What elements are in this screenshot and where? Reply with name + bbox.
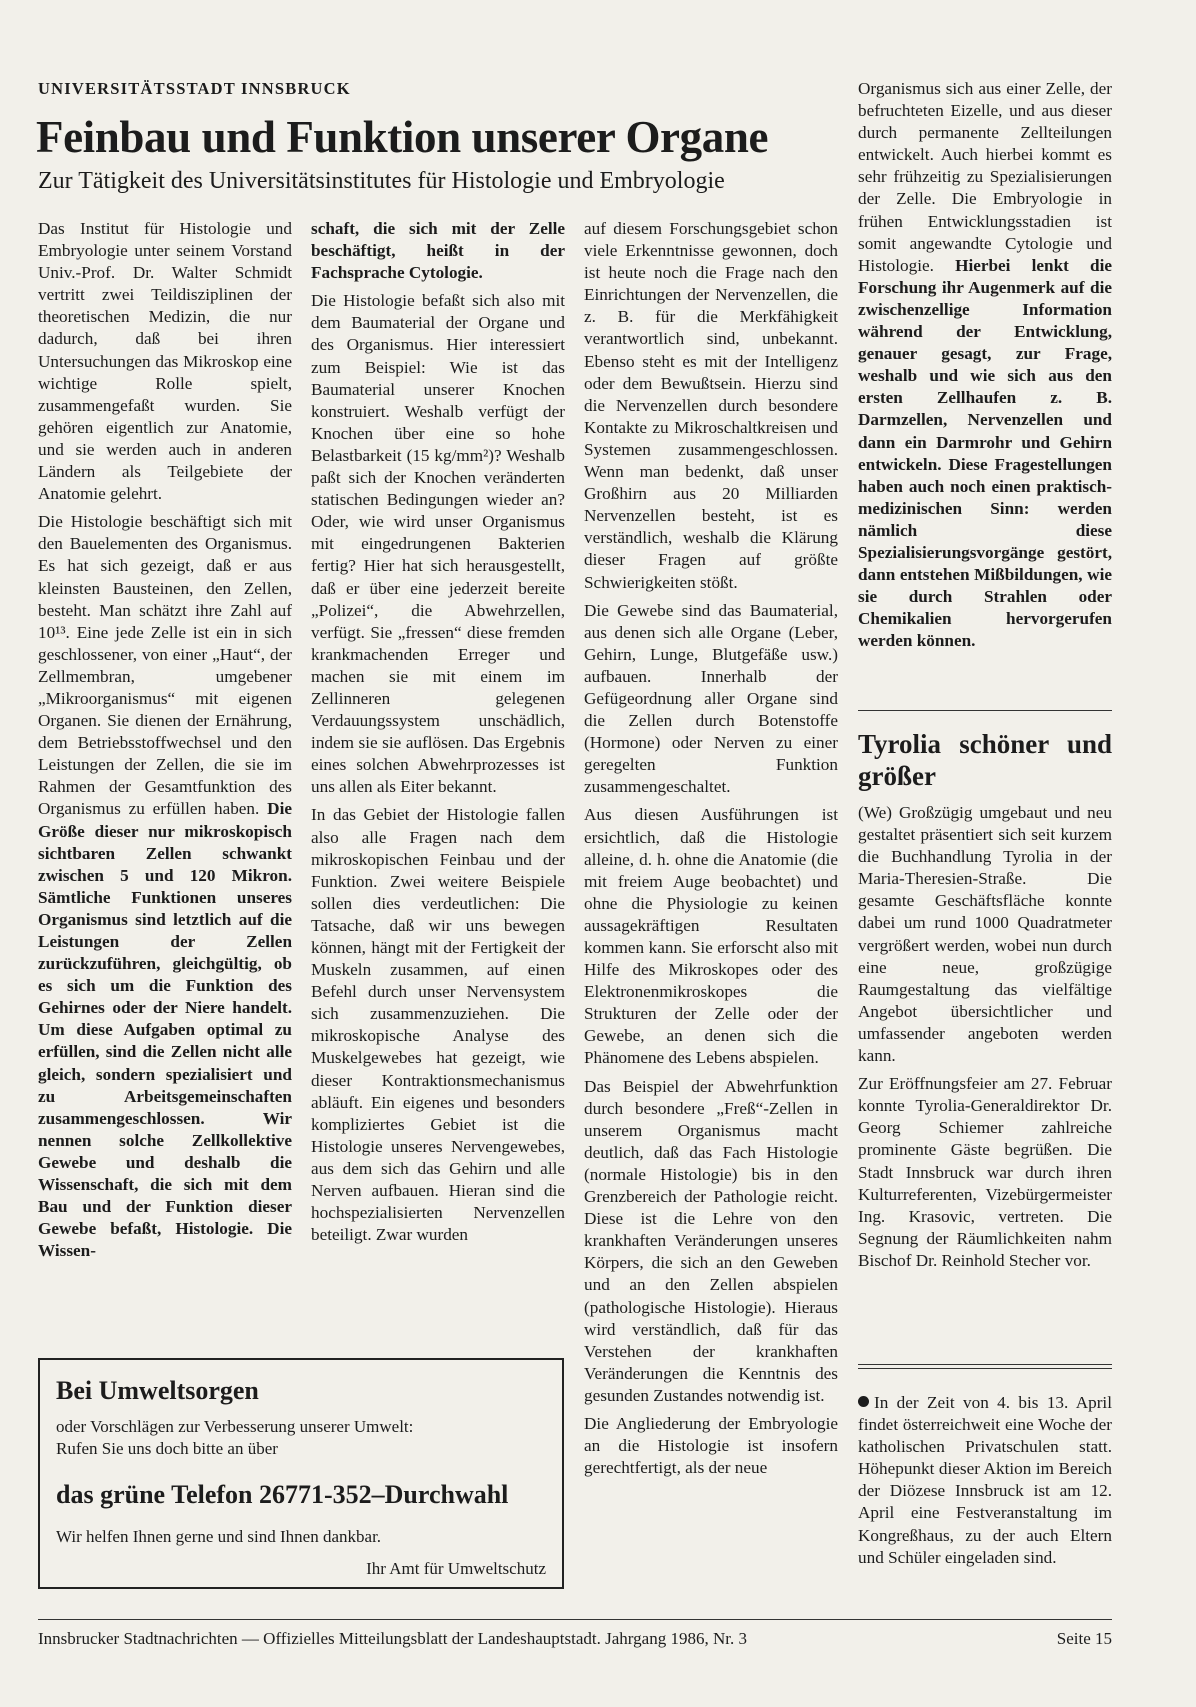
headline: Feinbau und Funktion unserer Organe [36, 112, 769, 162]
paragraph: Aus diesen Ausführungen ist ersichtlich, daß die Histologie alleine, d. h. ohne die Anatomie (die mit freiem Auge beobachtet) und ohne die Physiologie zu keinen aussagekräftigen Resultaten kommen kann. Sie erforscht also mit Hilfe des Mikroskopes oder des Elektronenmikroskopes die Strukturen der Zelle oder der Gewebe, an denen sich die Phänomene des Lebens abspielen. [584, 805, 838, 1068]
publication-line: Innsbrucker Stadtnachrichten — Offizielles Mitteilungsblatt der Landeshauptstadt. Jahrgang 1986, Nr. 3 [38, 1629, 747, 1648]
paragraph [858, 78, 1112, 652]
paragraph: Die Histologie befaßt sich also mit dem Baumaterial der Organe und des Organismus. Hier interessiert zum Beispiel: Wie ist das Baumaterial unserer Knochen konstruiert. Weshalb verfügt der Knochen über eine so hohe Belastbarkeit (15 kg/mm²)? Weshalb paßt sich der Knochen veränderten statischen Bedingungen wieder an? Oder, wie wird unser Organismus mit eingedrungenen Bakterien fertig? Hier hat sich herausgestellt, daß er über eine jederzeit bereite „Polizei“, die Abwehrzellen, verfügt. Sie „fressen“ diese fremden krankmachenden Erreger und machen sie mit einem im Zellinneren gelegenen Verdauungssystem unschädlich, indem sie sie auflösen. Das Ergebnis eines solchen Abwehrprozesses ist uns allen als Eiter bekannt. [311, 291, 565, 797]
box-text: oder Vorschlägen zur Verbesserung unserer Umwelt: [56, 1417, 414, 1436]
box-title: Bei Umweltsorgen [56, 1376, 259, 1405]
paragraph: In das Gebiet der Histologie fallen also alle Fragen nach dem mikroskopischen Feinbau und der Funktion. Zwei weitere Beispiele sollen dies verdeutlichen: Die Tatsache, daß wir uns bewegen können, hängt mit der Fertigkeit der Muskeln zusammen, auf einen Befehl durch unser Nervensystem sich zusammenzuziehen. Die mikroskopische Analyse des Muskelgewebes hat gezeigt, wie dieser Kontraktionsmechanismus abläuft. Ein eigenes und besonders kompliziertes Gebiet ist die Histologie unseres Nervengewebes, aus dem sich das Gehirn und alle Nerven aufbauen. Hieran sind die hochspezialisierten Nervenzellen beteiligt. Zwar wurden [311, 805, 565, 1245]
paragraph-bold: schaft, die sich mit der Zelle beschäftigt, heißt in der Fachsprache Cytologie. [311, 219, 565, 283]
notice-bullet [858, 1392, 1112, 1575]
page-footer [38, 1619, 1112, 1649]
paragraph-text: Die Histologie beschäftigt sich mit den Bauelementen des Organismus. Es hat sich gezeigt, daß er aus kleinsten Bausteinen, den Zellen, besteht. Man schätzt ihre Zahl auf 10¹³. Eine jede Zelle ist ein in sich geschlossener, von einer „Haut“, der Zellmembran, umgebener „Mikroorganismus“ mit eigenen Organen. Sie dienen der Ernährung, dem Betriebsstoffwechsel und den Leistungen der Zellen, die sie im Rahmen der Gesamtfunktion des Organismus zu erfüllen haben. [38, 512, 292, 819]
article-column-1 [38, 218, 292, 1268]
paragraph: Das Beispiel der Abwehrfunktion durch besondere „Freß“-Zellen in unserem Organismus macht deutlich, daß das Fach Histologie (normale Histologie) bis in den Grenzbereich der Pathologie reicht. Diese ist die Lehre von den krankhaften Veränderungen unseres Körpers, die sich an den Geweben und an den Zellen abspielen (pathologische Histologie). Hieraus wird verständlich, daß für das Verstehen der krankhaften Veränderungen die Kenntnis des gesunden Zustandes notwendig ist. [584, 1076, 838, 1405]
paragraph-bold-text: Die Größe dieser nur mikroskopisch sichtbaren Zellen schwankt zwischen 5 und 120 Mikron. Sämtliche Funktionen unseres Organismus sind letztlich auf die Leistungen der Zellen zurückzuführen, gleichgültig, ob es sich um die Funktion des Gehirnes oder der Niere handelt. Um diese Aufgaben optimal zu erfüllen, sind die Zellen nicht alle gleich, sondern spezialisiert und zu Arbeitsgemeinschaften zusammengeschlossen. Wir nennen solche Zellkollektive Gewebe und deshalb die Wissenschaft, die sich mit dem Bau und der Funktion dieser Gewebe befaßt, Histologie. Die Wissen- [38, 799, 292, 1261]
paragraph: Die Gewebe sind das Baumaterial, aus denen sich alle Organe (Leber, Gehirn, Lunge, Blutgefäße usw.) aufbauen. Innerhalb der Gefügeordnung aller Organe sind die Zellen durch Botenstoffe (Hormone) oder Nerven zu einer geregelten Funktion zusammengeschaltet. [584, 600, 838, 797]
article-column-4 [858, 78, 1112, 658]
sidebar-divider [858, 710, 1112, 711]
paragraph [38, 511, 292, 1262]
article-column-3 [584, 218, 838, 1485]
phone-number: das grüne Telefon 26771-352–Durchwahl [56, 1480, 509, 1509]
double-rule-divider [858, 1364, 1112, 1369]
paragraph-bold-text: Hierbei lenkt die Forschung ihr Augenmerk auf die zwischenzellige Information während der Entwicklung, genauer gesagt, zur Frage, weshalb und wie sich aus den ersten Zellhaufen z. B. Darmzellen, Nervenzellen und dann ein Darmrohr und Gehirn entwickeln. Diese Fragestellungen haben auch noch einen praktisch-medizinischen Sinn: werden nämlich diese Spezialisierungsvorgänge gestört, dann entstehen Mißbildungen, wie sie durch Strahlen oder Chemikalien hervorgerufen werden können. [858, 255, 1112, 651]
box-signature: Ihr Amt für Umweltschutz [366, 1559, 546, 1578]
page-number: Seite 15 [1056, 1629, 1112, 1648]
section-kicker: UNIVERSITÄTSSTADT INNSBRUCK [38, 79, 351, 98]
paragraph: (We) Großzügig umgebaut und neu gestaltet präsentiert sich seit kurzem die Buchhandlung Tyrolia in der Maria-Theresien-Straße. Die gesamte Geschäftsfläche konnte dabei um rund 1000 Quadratmeter vergrößert werden, wobei nun durch eine neue, großzügige Raumgestaltung das vielfältige Angebot übersichtlicher und umfassender angeboten werden kann. [858, 803, 1112, 1066]
sidebar-article [858, 728, 1112, 1278]
bullet-icon [858, 1396, 869, 1407]
sidebar-title: Tyrolia schöner und größer [858, 729, 1112, 791]
umweltschutz-box [38, 1358, 564, 1589]
paragraph: auf diesem Forschungsgebiet schon viele Erkenntnisse gewonnen, doch ist heute noch die Frage nach den Einrichtungen der Nervenzellen, die z. B. für die Merkfähigkeit verantwortlich sind, unbekannt. Ebenso steht es mit der Intelligenz oder dem Bewußtsein. Hierzu sind die Nervenzellen durch besondere Kontakte zu Mikroschaltkreisen und Systemen zusammengeschlossen. Wenn man bedenkt, daß unser Großhirn aus 20 Milliarden Nervenzellen besteht, ist es verständlich, weshalb die Klärung dieser Fragen auf größte Schwierigkeiten stößt. [584, 219, 838, 592]
bullet-text: In der Zeit von 4. bis 13. April findet österreichweit eine Woche der katholischen Privatschulen statt. Höhepunkt dieser Aktion im Bereich der Diözese Innsbruck ist am 12. April eine Festveranstaltung im Kongreßhaus, zu der auch Eltern und Schüler eingeladen sind. [858, 1393, 1112, 1567]
paragraph: Das Institut für Histologie und Embryologie unter seinem Vorstand Univ.-Prof. Dr. Walter Schmidt vertritt zwei Teildisziplinen der theoretischen Medizin, die nur dadurch, daß bei ihren Untersuchungen das Mikroskop eine wichtige Rolle spielt, zusammengefaßt wurden. Sie gehören eigentlich zur Anatomie, und sie werden auch in anderen Ländern als Teilgebiete der Anatomie gelehrt. [38, 219, 292, 504]
paragraph: Die Angliederung der Embryologie an die Histologie ist insofern gerechtfertigt, als der neue [584, 1413, 838, 1478]
article-column-2 [311, 218, 565, 1252]
paragraph-text: Organismus sich aus einer Zelle, der befruchteten Eizelle, und aus dieser durch permanente Zellteilungen entwickelt. Auch hierbei kommt es sehr frühzeitig zu Spezialisierungen der Zelle. Die Embryologie in frühen Entwicklungsstadien ist somit angewandte Cytologie und Histologie. [858, 79, 1112, 275]
box-text: Rufen Sie uns doch bitte an über [56, 1439, 278, 1458]
box-text: Wir helfen Ihnen gerne und sind Ihnen dankbar. [56, 1527, 382, 1546]
subheadline: Zur Tätigkeit des Universitätsinstitutes für Histologie und Embryologie [38, 168, 725, 194]
paragraph: Zur Eröffnungsfeier am 27. Februar konnte Tyrolia-Generaldirektor Dr. Georg Schiemer zahlreiche prominente Gäste begrüßen. Die Stadt Innsbruck war durch ihren Kulturreferenten, Vizebürgermeister Ing. Krasovic, vertreten. Die Segnung der Räumlichkeiten nahm Bischof Dr. Reinhold Stecher vor. [858, 1074, 1112, 1270]
paragraph [858, 1392, 1112, 1569]
